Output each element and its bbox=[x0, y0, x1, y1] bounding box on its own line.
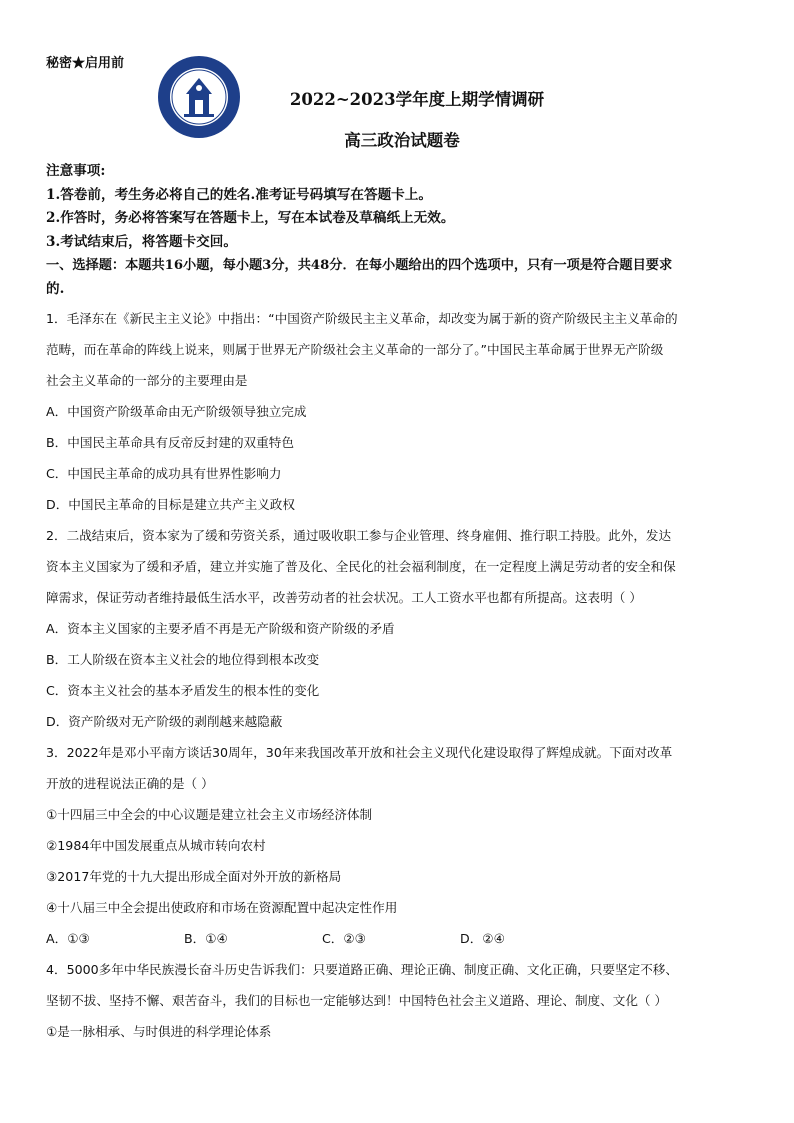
question-3-option: D．②④ bbox=[460, 931, 505, 946]
question-1-line: 1．毛泽东在《新民主主义论》中指出：“中国资产阶级民主主义革命，却改变为属于新的资产阶级民主主义革命的 bbox=[46, 311, 678, 326]
question-2-option: D．资产阶级对无产阶级的剥削越来越隐蔽 bbox=[46, 714, 283, 729]
question-3-item: ③2017年党的十九大提出形成全面对外开放的新格局 bbox=[46, 869, 342, 884]
question-3-option: C．②③ bbox=[322, 931, 366, 946]
section-heading: 一、选择题：本题共16小题，每小题3分，共48分．在每小题给出的四个选项中，只有一项是符合题目要求 bbox=[46, 258, 673, 273]
question-2-line: 2．二战结束后，资本家为了缓和劳资关系，通过吸收职工参与企业管理、终身雇佣、推行职工持股。此外，发达 bbox=[46, 528, 672, 543]
question-2-option: C．资本主义社会的基本矛盾发生的根本性的变化 bbox=[46, 683, 320, 698]
question-4-line: 坚韧不拔、坚持不懈、艰苦奋斗，我们的目标也一定能够达到！中国特色社会主义道路、理论、制度、文化（ ） bbox=[46, 993, 668, 1008]
question-1-option: C．中国民主革命的成功具有世界性影响力 bbox=[46, 466, 282, 481]
notice-heading: 注意事项: bbox=[46, 163, 106, 179]
question-3-option: A．①③ bbox=[46, 931, 90, 946]
question-1-line: 范畴，而在革命的阵线上说来，则属于世界无产阶级社会主义革命的一部分了。”中国民主革命属于世界无产阶级 bbox=[46, 342, 664, 357]
question-1-option: D．中国民主革命的目标是建立共产主义政权 bbox=[46, 497, 295, 512]
question-3-item: ④十八届三中全会提出使政府和市场在资源配置中起决定性作用 bbox=[46, 900, 398, 915]
question-2-option: B．工人阶级在资本主义社会的地位得到根本改变 bbox=[46, 652, 320, 667]
question-2-option: A．资本主义国家的主要矛盾不再是无产阶级和资产阶级的矛盾 bbox=[46, 621, 395, 636]
question-1-option: B．中国民主革命具有反帝反封建的双重特色 bbox=[46, 435, 294, 450]
notice-item: 3.考试结束后，将答题卡交回。 bbox=[46, 233, 237, 250]
question-1-option: A．中国资产阶级革命由无产阶级领导独立完成 bbox=[46, 404, 307, 419]
question-2-line: 障需求，保证劳动者维持最低生活水平，改善劳动者的社会状况。工人工资水平也都有所提高。这表明（ ） bbox=[46, 590, 642, 605]
exam-subtitle: 高三政治试题卷 bbox=[344, 131, 460, 150]
exam-body bbox=[46, 160, 754, 1047]
question-3-item: ②1984年中国发展重点从城市转向农村 bbox=[46, 838, 266, 853]
section-heading: 的. bbox=[46, 280, 65, 297]
question-4-item: ①是一脉相承、与时俱进的科学理论体系 bbox=[46, 1024, 272, 1039]
question-4-line: 4．5000多年中华民族漫长奋斗历史告诉我们：只要道路正确、理论正确、制度正确、文化正确，只要坚定不移、 bbox=[46, 962, 678, 977]
question-3-line: 3．2022年是邓小平南方谈话30周年，30年来我国改革开放和社会主义现代化建设取得了辉煌成就。下面对改革 bbox=[46, 745, 673, 760]
question-3-option: B．①④ bbox=[184, 931, 228, 946]
question-3-line: 开放的进程说法正确的是（ ） bbox=[46, 776, 214, 791]
notice-item: 2.作答时，务必将答案写在答题卡上，写在本试卷及草稿纸上无效。 bbox=[46, 210, 455, 226]
question-3-item: ①十四届三中全会的中心议题是建立社会主义市场经济体制 bbox=[46, 807, 373, 822]
question-1-line: 社会主义革命的一部分的主要理由是 bbox=[46, 373, 248, 388]
exam-title: 2022~2023学年度上期学情调研 bbox=[289, 90, 545, 109]
question-3-options bbox=[46, 923, 754, 954]
notice-item: 1.答卷前，考生务必将自己的姓名.准考证号码填写在答题卡上。 bbox=[46, 186, 432, 203]
confidential-mark: 秘密★启用前 bbox=[46, 56, 125, 71]
question-2-line: 资本主义国家为了缓和矛盾，建立并实施了普及化、全民化的社会福利制度，在一定程度上满足劳动者的安全和保 bbox=[46, 559, 676, 574]
